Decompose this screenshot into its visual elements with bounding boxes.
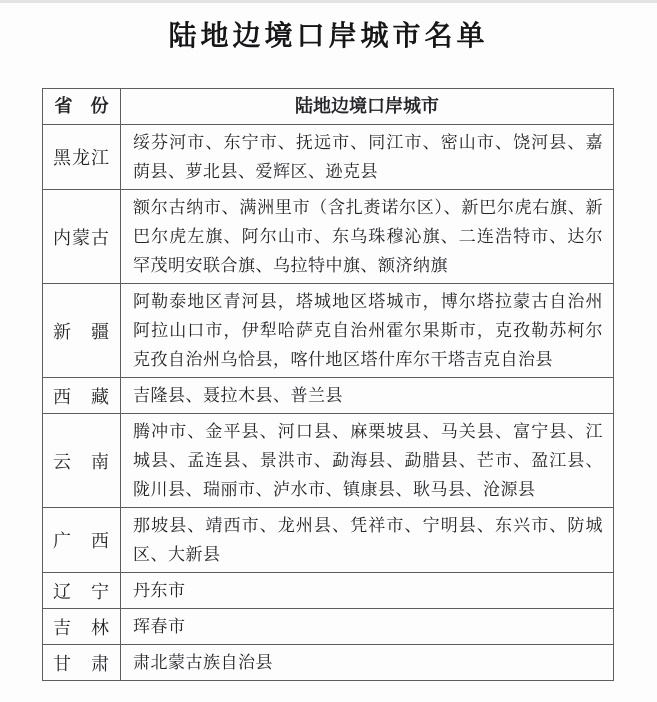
cities-cell: 额尔古纳市、满洲里市（含扎赉诺尔区）、新巴尔虎右旗、新巴尔虎左旗、阿尔山市、东乌珠穆沁旗、二连浩特市、达尔罕茂明安联合旗、乌拉特中旗、额济纳旗 [121,190,614,284]
province-cell: 吉 林 [43,609,121,645]
table-row [43,414,614,508]
cities-cell: 绥芬河市、东宁市、抚远市、同江市、密山市、饶河县、嘉荫县、萝北县、爱辉区、逊克县 [121,125,614,190]
cities-cell: 那坡县、靖西市、龙州县、凭祥市、宁明县、东兴市、防城区、大新县 [121,508,614,573]
cities-header-cell: 陆地边境口岸城市 [121,89,614,125]
cities-cell: 丹东市 [121,573,614,609]
ports-table [42,88,614,681]
table-row [43,573,614,609]
province-header-cell: 省 份 [43,89,121,125]
table-header-row [43,89,614,125]
cities-cell: 珲春市 [121,609,614,645]
cities-cell: 阿勒泰地区青河县，塔城地区塔城市，博尔塔拉蒙古自治州阿拉山口市，伊犁哈萨克自治州霍尔果斯市，克孜勒苏柯尔克孜自治州乌恰县，喀什地区塔什库尔干塔吉克自治县 [121,284,614,378]
province-cell: 黑龙江 [43,125,121,190]
cities-cell: 吉隆县、聂拉木县、普兰县 [121,378,614,414]
table-row [43,125,614,190]
province-cell: 辽 宁 [43,573,121,609]
cities-cell: 腾冲市、金平县、河口县、麻栗坡县、马关县、富宁县、江城县、孟连县、景洪市、勐海县、勐腊县、芒市、盈江县、陇川县、瑞丽市、泸水市、镇康县、耿马县、沧源县 [121,414,614,508]
province-cell: 西 藏 [43,378,121,414]
scan-edge-artifact [0,0,657,3]
table-row [43,378,614,414]
table-row [43,508,614,573]
province-cell: 内蒙古 [43,190,121,284]
province-cell: 云 南 [43,414,121,508]
province-cell: 新 疆 [43,284,121,378]
table-row [43,190,614,284]
page-title: 陆地边境口岸城市名单 [168,20,489,51]
table-row [43,609,614,645]
province-cell: 广 西 [43,508,121,573]
cities-cell: 肃北蒙古族自治县 [121,645,614,681]
table-row [43,645,614,681]
province-cell: 甘 肃 [43,645,121,681]
table-row [43,284,614,378]
